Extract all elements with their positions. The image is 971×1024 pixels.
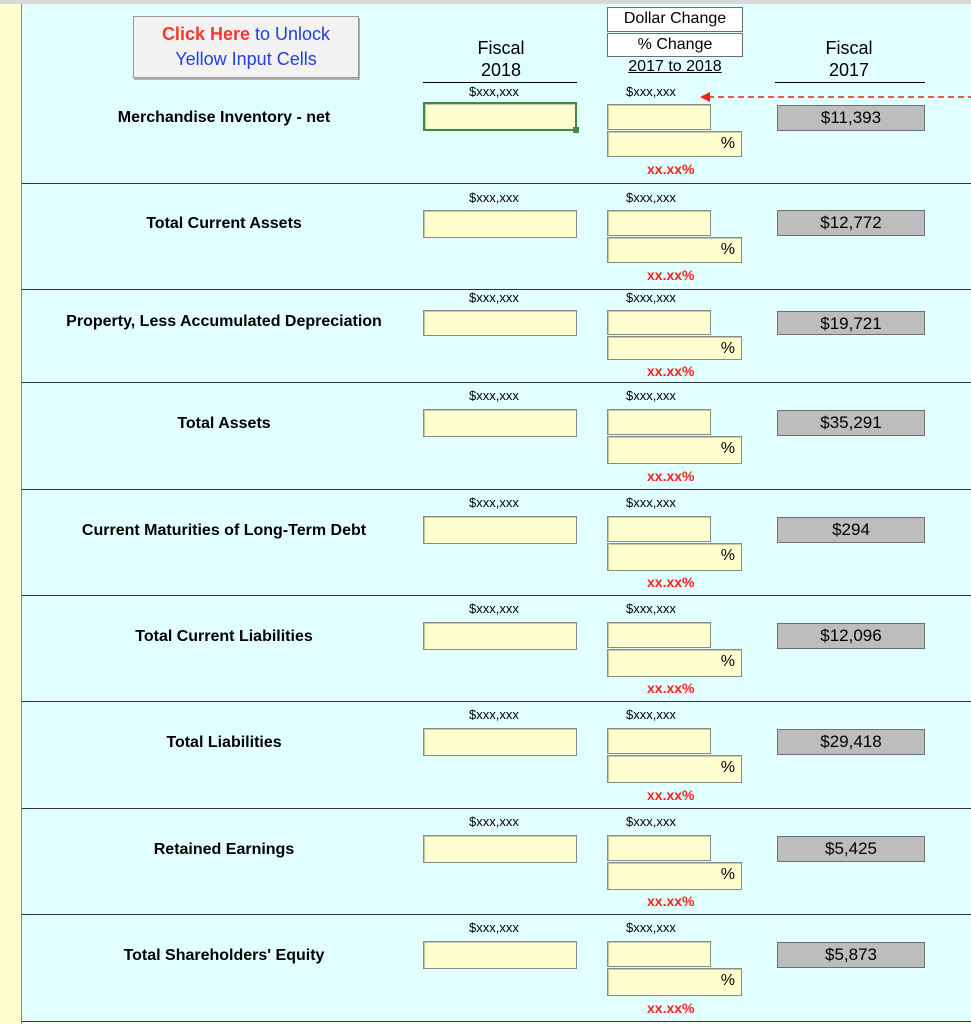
dollar-change-input[interactable] — [607, 835, 711, 861]
dollar-change-input[interactable] — [607, 104, 711, 130]
dollar-change-input[interactable] — [607, 941, 711, 967]
fiscal-2018-input[interactable] — [423, 516, 577, 544]
fiscal-2018-input[interactable] — [423, 210, 577, 238]
pct-symbol: % — [720, 241, 735, 258]
dollar-placeholder-2018: $xxx,xxx — [469, 190, 519, 205]
pct-placeholder: xx.xx% — [647, 574, 695, 590]
dollar-placeholder-2018: $xxx,xxx — [469, 814, 519, 829]
dollar-change-header: Dollar Change — [607, 7, 743, 32]
dollar-placeholder-2018: $xxx,xxx — [469, 495, 519, 510]
pct-symbol: % — [720, 340, 735, 357]
fiscal-2017-value: $12,772 — [777, 210, 925, 236]
pct-symbol: % — [720, 135, 735, 152]
dollar-placeholder-change: $xxx,xxx — [626, 388, 676, 403]
unlock-to-unlock: to Unlock — [250, 24, 331, 44]
dollar-placeholder-change: $xxx,xxx — [626, 190, 676, 205]
table-row — [22, 4, 971, 184]
fiscal-2017-value: $19,721 — [777, 311, 925, 335]
fiscal-2017-value: $29,418 — [777, 729, 925, 755]
row-label: Total Current Assets — [146, 215, 302, 232]
table-row — [22, 290, 971, 383]
pct-placeholder: xx.xx% — [647, 267, 695, 283]
pct-change-input[interactable] — [607, 237, 742, 263]
dollar-change-input[interactable] — [607, 409, 711, 435]
dollar-placeholder-change: $xxx,xxx — [626, 814, 676, 829]
dollar-placeholder-change: $xxx,xxx — [626, 84, 676, 99]
dollar-placeholder-2018: $xxx,xxx — [469, 707, 519, 722]
pct-placeholder: xx.xx% — [647, 1000, 695, 1016]
unlock-click-here: Click Here — [161, 24, 250, 44]
pct-placeholder: xx.xx% — [647, 680, 695, 696]
dollar-change-input[interactable] — [607, 622, 711, 648]
dollar-change-input[interactable] — [607, 516, 711, 542]
dollar-change-input[interactable] — [607, 728, 711, 754]
dollar-placeholder-2018: $xxx,xxx — [469, 388, 519, 403]
table-row — [22, 184, 971, 290]
fiscal-2018-input[interactable] — [423, 409, 577, 437]
fiscal-2017-value: $11,393 — [777, 105, 925, 131]
dollar-placeholder-2018: $xxx,xxx — [469, 290, 519, 305]
pct-change-input[interactable] — [607, 543, 742, 571]
pct-placeholder: xx.xx% — [647, 161, 695, 177]
pct-symbol: % — [720, 866, 735, 883]
pct-placeholder: xx.xx% — [647, 363, 695, 379]
dollar-placeholder-change: $xxx,xxx — [626, 601, 676, 616]
fiscal-2017-value: $5,873 — [777, 942, 925, 968]
fiscal-2018-label: Fiscal — [477, 38, 525, 58]
row-label: Current Maturities of Long-Term Debt — [81, 522, 367, 539]
dollar-change-input[interactable] — [607, 210, 711, 236]
table-row — [22, 490, 971, 596]
dollar-change-input[interactable] — [607, 310, 711, 335]
fiscal-2018-input[interactable] — [423, 102, 577, 131]
pct-placeholder: xx.xx% — [647, 468, 695, 484]
row-label: Total Assets — [177, 415, 271, 432]
dollar-placeholder-change: $xxx,xxx — [626, 707, 676, 722]
pct-change-input[interactable] — [607, 862, 742, 890]
fiscal-2017-value: $12,096 — [777, 623, 925, 649]
table-row — [22, 809, 971, 915]
table-row — [22, 702, 971, 809]
row-label: Merchandise Inventory - net — [117, 109, 331, 126]
fiscal-2018-input[interactable] — [423, 728, 577, 756]
table-row — [22, 915, 971, 1022]
pct-change-input[interactable] — [607, 336, 742, 360]
row-label: Total Shareholders' Equity — [123, 947, 325, 964]
pct-symbol: % — [720, 759, 735, 776]
pct-change-header: % Change — [607, 33, 743, 57]
pct-symbol: % — [720, 972, 735, 989]
fiscal-2018-input[interactable] — [423, 622, 577, 650]
pct-symbol: % — [720, 440, 735, 457]
row-label: Total Current Liabilities — [135, 628, 313, 645]
fiscal-2017-value: $35,291 — [777, 410, 925, 436]
fiscal-2018-year: 2018 — [480, 60, 522, 80]
dollar-placeholder-change: $xxx,xxx — [626, 495, 676, 510]
fiscal-2017-label: Fiscal — [825, 38, 873, 58]
pct-placeholder: xx.xx% — [647, 893, 695, 909]
pct-placeholder: xx.xx% — [647, 787, 695, 803]
selection-handle[interactable] — [573, 127, 579, 133]
pct-change-input[interactable] — [607, 131, 742, 157]
pct-symbol: % — [720, 547, 735, 564]
fiscal-2017-year: 2017 — [828, 60, 870, 80]
unlock-line2: Yellow Input Cells — [175, 49, 317, 69]
table-row — [22, 383, 971, 490]
period-header: 2017 to 2018 — [628, 58, 722, 75]
dollar-placeholder-2018: $xxx,xxx — [469, 920, 519, 935]
left-margin-strip — [0, 4, 22, 1024]
table-row — [22, 596, 971, 702]
pct-change-input[interactable] — [607, 436, 742, 464]
pct-symbol: % — [720, 653, 735, 670]
row-label: Property, Less Accumulated Depreciation — [66, 313, 382, 330]
pct-change-input[interactable] — [607, 968, 742, 996]
dollar-placeholder-change: $xxx,xxx — [626, 290, 676, 305]
fiscal-2017-value: $294 — [777, 517, 925, 543]
fiscal-2017-value: $5,425 — [777, 836, 925, 862]
pct-change-input[interactable] — [607, 649, 742, 677]
row-label: Total Liabilities — [166, 734, 282, 751]
row-label: Retained Earnings — [153, 841, 295, 858]
dollar-placeholder-change: $xxx,xxx — [626, 920, 676, 935]
fiscal-2018-input[interactable] — [423, 310, 577, 336]
pct-change-input[interactable] — [607, 755, 742, 783]
dollar-placeholder-2018: $xxx,xxx — [469, 601, 519, 616]
dollar-placeholder-2018: $xxx,xxx — [469, 84, 519, 99]
fiscal-2018-input[interactable] — [423, 941, 577, 969]
worksheet — [22, 4, 971, 1022]
fiscal-2018-input[interactable] — [423, 835, 577, 863]
